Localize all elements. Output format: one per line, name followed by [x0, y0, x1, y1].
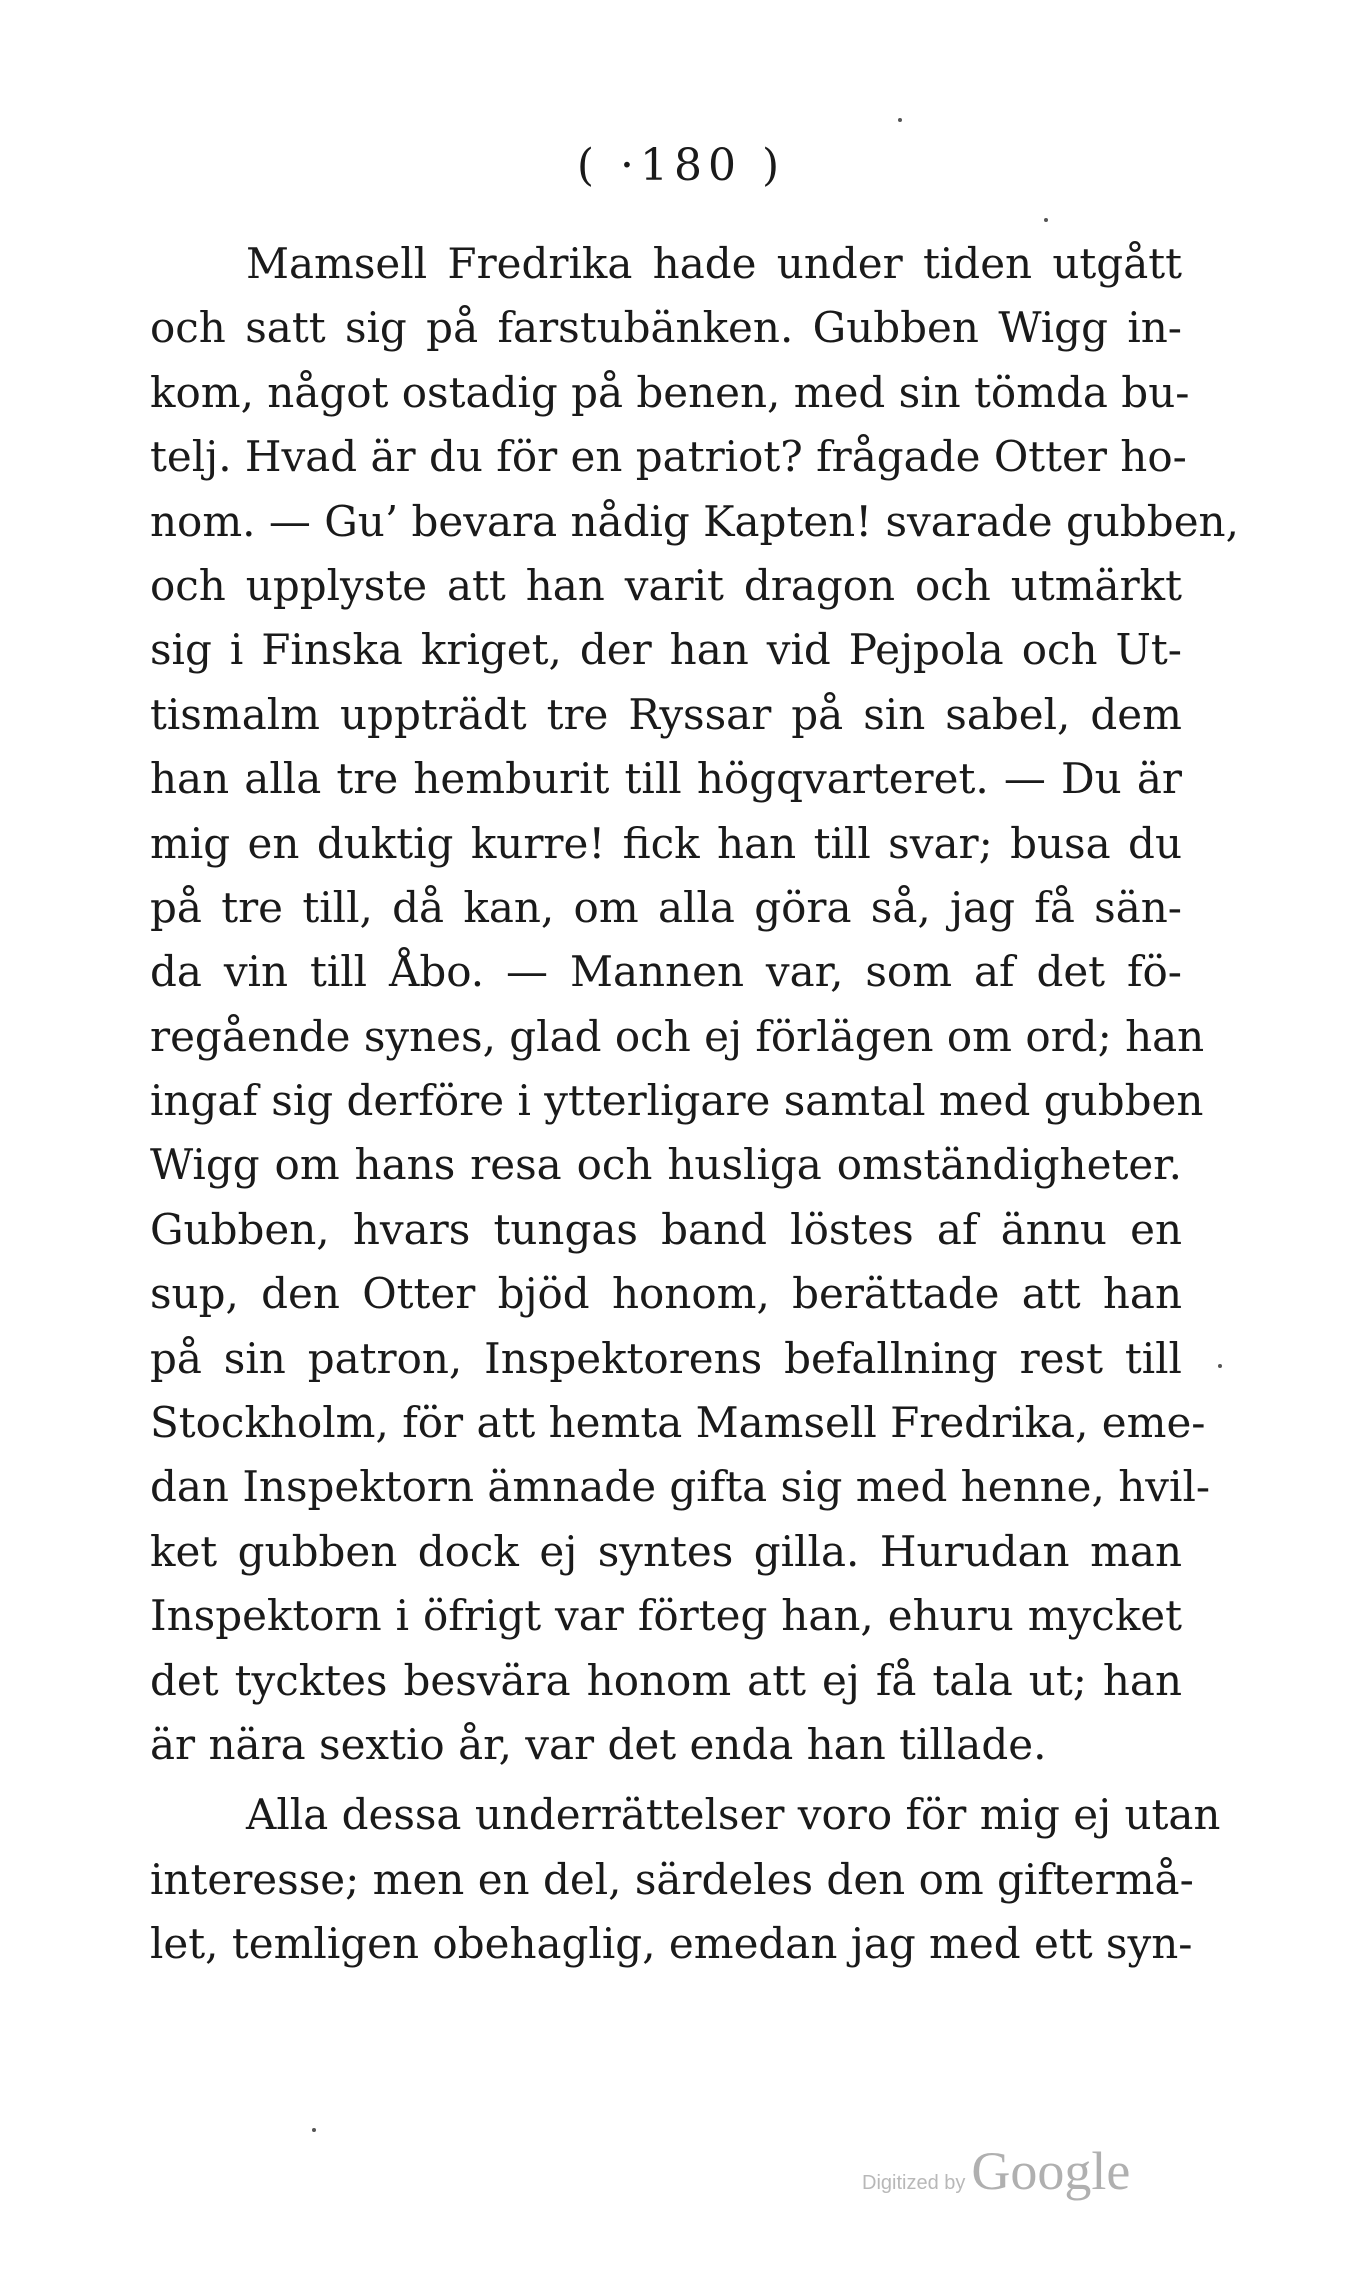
paper-speck — [312, 2128, 316, 2132]
text-line: tismalm uppträdt tre Ryssar på sin sabel, dem — [150, 689, 1182, 739]
text-line: let, temligen obehaglig, emedan jag med ett syn- — [150, 1919, 1193, 1969]
text-line: dan Inspektorn ämnade gifta sig med henne, hvil- — [150, 1462, 1211, 1512]
text-line: det tycktes besvära honom att ej få tala ut; han — [150, 1655, 1182, 1705]
text-line: han alla tre hemburit till högqvarteret. — Du är — [150, 754, 1182, 804]
paper-speck — [1044, 218, 1048, 222]
google-logo: Google — [971, 2141, 1131, 2201]
paragraph-2 — [150, 1783, 1221, 1976]
text-line: sup, den Otter bjöd honom, berättade att han — [150, 1269, 1182, 1319]
text-line: Wigg om hans resa och husliga omständigheter. — [150, 1140, 1182, 1190]
text-line: är nära sextio år, var det enda han tillade. — [150, 1719, 1047, 1769]
text-line: och upplyste att han varit dragon och utmärkt — [150, 560, 1182, 610]
digitized-by-google-watermark — [862, 2140, 1130, 2202]
text-line: da vin till Åbo. — Mannen var, som af det fö- — [150, 947, 1182, 997]
text-line: ket gubben dock ej syntes gilla. Hurudan man — [150, 1526, 1182, 1576]
text-line: mig en duktig kurre! fick han till svar; busa du — [150, 818, 1182, 868]
text-line: interesse; men en del, särdeles den om giftermå- — [150, 1854, 1194, 1904]
text-line: regående synes, glad och ej förlägen om ord; han — [150, 1011, 1205, 1061]
paragraph-1 — [150, 232, 1239, 1777]
text-line: på sin patron, Inspektorens befallning rest till — [150, 1333, 1182, 1383]
text-line: Gubben, hvars tungas band löstes af ännu en — [150, 1204, 1182, 1254]
text-line: ingaf sig derföre i ytterligare samtal med gubben — [150, 1076, 1204, 1126]
text-line: Inspektorn i öfrigt var förteg han, ehuru mycket — [150, 1591, 1182, 1641]
text-line: på tre till, då kan, om alla göra så, jag få sän- — [150, 882, 1182, 932]
text-line: kom, något ostadig på benen, med sin tömda bu- — [150, 367, 1190, 417]
page-number-header: ( ·180 ) — [576, 140, 786, 191]
text-line: Alla dessa underrättelser voro för mig ej utan — [246, 1790, 1221, 1840]
text-line: Stockholm, för att hemta Mamsell Fredrika, eme- — [150, 1398, 1206, 1448]
paper-speck — [898, 118, 902, 122]
text-line: Mamsell Fredrika hade under tiden utgått — [246, 239, 1182, 288]
text-line: nom. — Gu’ bevara nådig Kapten! svarade gubben, — [150, 496, 1239, 546]
body-text — [150, 232, 1239, 1977]
text-line: sig i Finska kriget, der han vid Pejpola och Ut- — [150, 625, 1182, 675]
paper-speck — [1218, 1364, 1222, 1368]
watermark-small-text: Digitized by — [862, 2172, 966, 2194]
text-line: och satt sig på farstubänken. Gubben Wigg in- — [150, 303, 1182, 353]
text-line: telj. Hvad är du för en patriot? frågade Otter ho- — [150, 432, 1187, 482]
